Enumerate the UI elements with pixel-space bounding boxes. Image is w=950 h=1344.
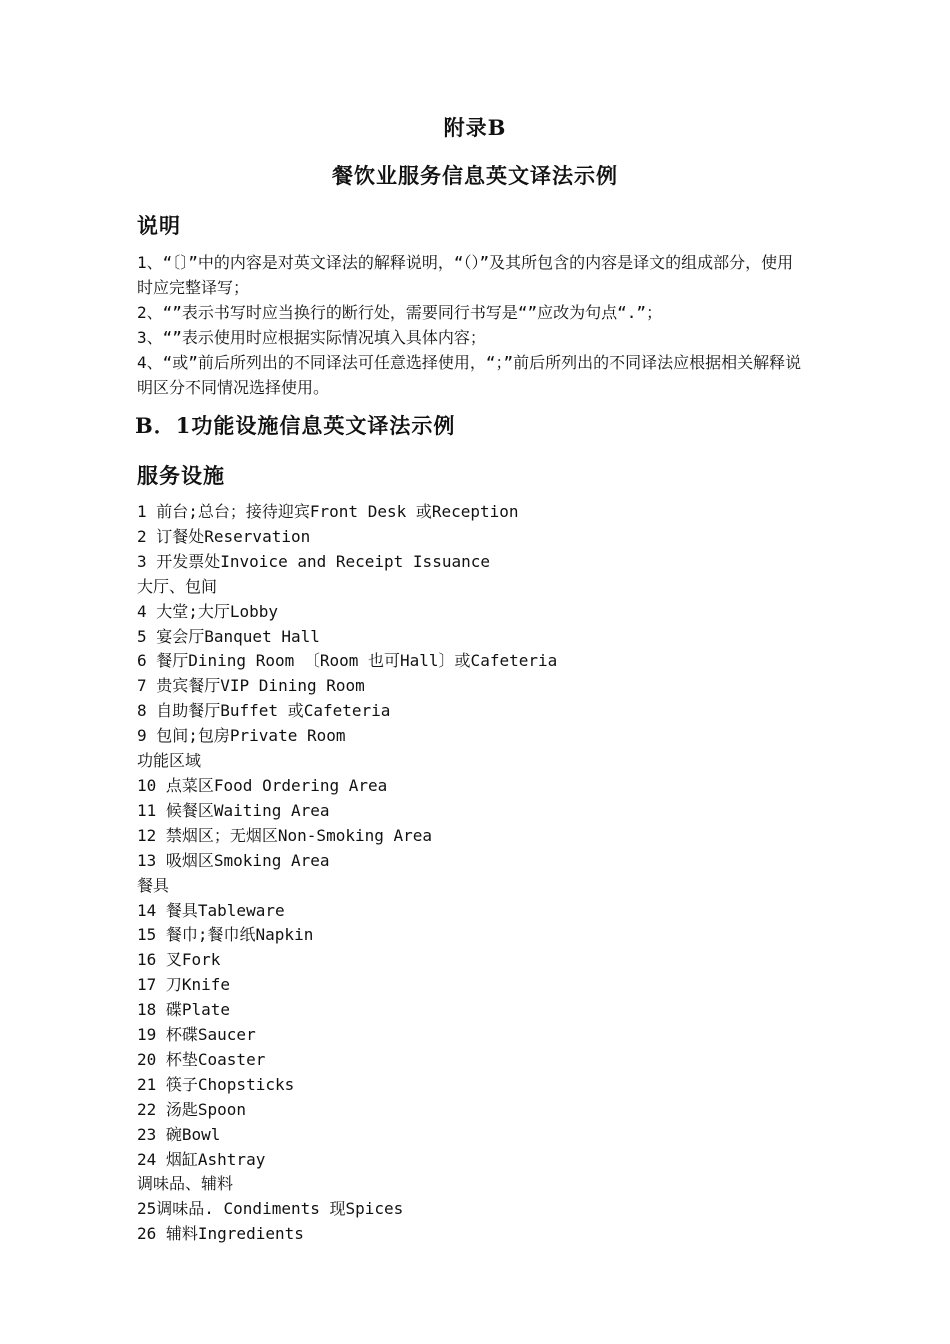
entry-row: 26 辅料Ingredients: [137, 1224, 304, 1244]
entry-row: 16 叉Fork: [137, 950, 221, 970]
entry-row: 6 餐厅Dining Room 〔Room 也可Hall〕或Cafeteria: [137, 651, 558, 671]
note-item: 4、“或”前后所列出的不同译法可任意选择使用，“；”前后所列出的不同译法应根据相关解释说明区分不同情况选择使用。: [137, 353, 802, 397]
category-label: 功能区域: [137, 751, 202, 771]
entry-row: 9 包间;包房Private Room: [137, 726, 346, 746]
document-title: 餐饮业服务信息英文译法示例: [332, 163, 618, 188]
entry-row: 19 杯碟Saucer: [137, 1025, 256, 1045]
entry-row: 13 吸烟区Smoking Area: [137, 850, 330, 870]
category-label: 大厅、包间: [137, 576, 218, 596]
entry-row: 11 候餐区Waiting Area: [137, 800, 330, 820]
entry-row: 3 开发票处Invoice and Receipt Issuance: [137, 551, 490, 571]
entry-row: 17 刀Knife: [137, 975, 231, 995]
entry-row: 12 禁烟区；无烟区Non-Smoking Area: [137, 825, 433, 845]
notes-list: [137, 250, 805, 400]
entry-row: 4 大堂;大厅Lobby: [137, 601, 279, 621]
notes-heading: 说明: [137, 213, 181, 238]
appendix-label: 附录B: [443, 115, 507, 140]
subsection-heading: 服务设施: [137, 463, 225, 488]
entry-row: 10 点菜区Food Ordering Area: [137, 775, 388, 795]
entry-row: 18 碟Plate: [137, 1000, 231, 1020]
entry-row: 22 汤匙Spoon: [137, 1099, 247, 1119]
entry-row: 5 宴会厅Banquet Hall: [137, 626, 320, 646]
note-item: 1、“〔〕”中的内容是对英文译法的解释说明，“（）”及其所包含的内容是译文的组成部分，使用时应完整译写；: [137, 253, 794, 297]
entry-row: 15 餐巾;餐巾纸Napkin: [137, 925, 314, 945]
note-item: 3、“”表示使用时应根据实际情况填入具体内容；: [137, 328, 486, 347]
entry-row: 20 杯垫Coaster: [137, 1049, 266, 1069]
category-label: 餐具: [137, 875, 170, 895]
entry-row: 14 餐具Tableware: [137, 900, 285, 920]
entry-row: 2 订餐处Reservation: [137, 526, 311, 546]
entry-row: 8 自助餐厅Buffet 或Cafeteria: [137, 701, 391, 721]
entry-list: [137, 500, 837, 1247]
section-heading: B．1功能设施信息英文译法示例: [135, 413, 456, 438]
entry-row: 7 贵宾餐厅VIP Dining Room: [137, 676, 365, 696]
category-label: 调味品、辅料: [137, 1174, 234, 1194]
entry-row: 23 碗Bowl: [137, 1124, 221, 1144]
entry-row: 21 筷子Chopsticks: [137, 1074, 295, 1094]
entry-row: 1 前台;总台；接待迎宾Front Desk 或Reception: [137, 502, 519, 521]
note-item: 2、“”表示书写时应当换行的断行处，需要同行书写是“”应改为句点“.”；: [137, 303, 663, 322]
entry-row: 24 烟缸Ashtray: [137, 1149, 266, 1169]
entry-row: 25调味品. Condiments 现Spices: [137, 1199, 404, 1219]
